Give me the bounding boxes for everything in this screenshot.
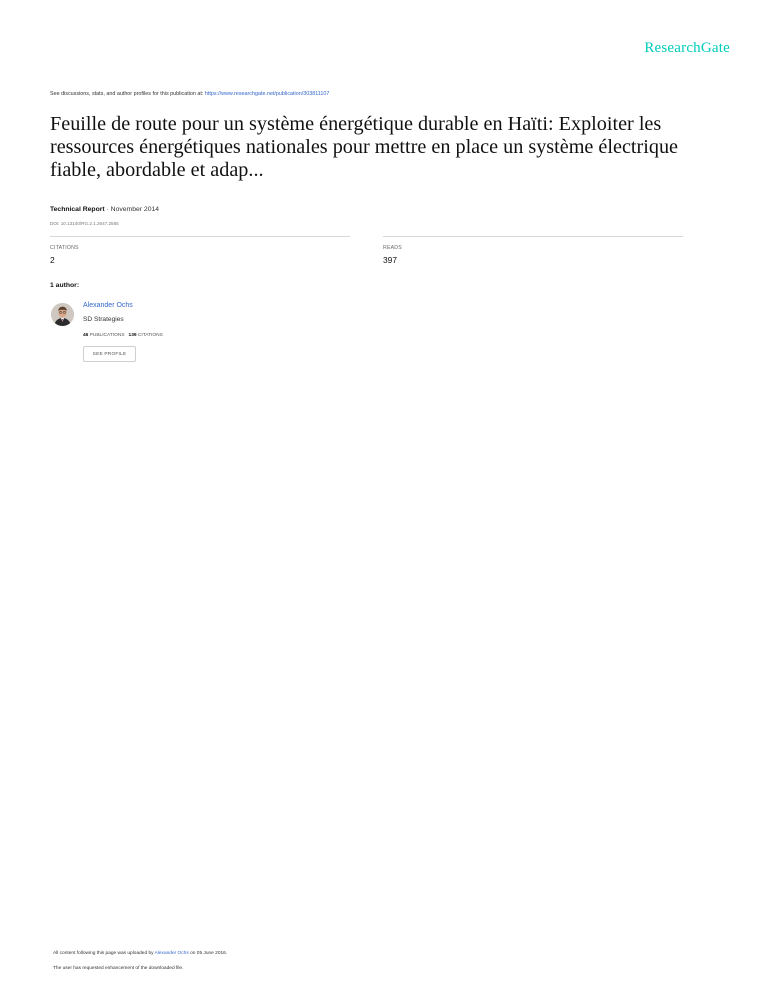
divider-left xyxy=(50,236,350,237)
authors-heading: 1 author: xyxy=(50,282,80,289)
see-profile-button[interactable]: SEE PROFILE xyxy=(83,346,136,362)
reads-label: READS xyxy=(383,245,402,251)
upload-note xyxy=(53,951,227,956)
enhancement-note: The user has requested enhancement of the downloaded file. xyxy=(53,966,184,971)
discussion-note xyxy=(50,91,329,97)
publication-link[interactable]: https://www.researchgate.net/publication/303811107 xyxy=(204,91,330,97)
publication-meta xyxy=(50,206,159,213)
author-publications-count: 46 xyxy=(83,333,89,338)
divider-right xyxy=(383,236,683,237)
publication-title: Feuille de route pour un système énergétique durable en Haïti: Exploiter les ressources énergétiques nationales pour mettre en place un système électrique fiable, abordable et adap... xyxy=(50,113,679,181)
author-citations-label: CITATIONS xyxy=(137,333,163,338)
upload-prefix: All content following this page was uploaded by xyxy=(53,951,154,956)
author-citations-count: 139 xyxy=(128,333,137,338)
author-stats xyxy=(83,333,163,338)
publication-date: · November 2014 xyxy=(106,206,160,213)
author-institution: SD Strategies xyxy=(83,316,124,323)
author-photo-icon xyxy=(51,303,74,326)
citations-count: 2 xyxy=(50,255,55,265)
upload-date: on 05 June 2016. xyxy=(190,951,228,956)
uploader-link[interactable]: Alexander Ochs xyxy=(154,951,189,956)
publication-type: Technical Report xyxy=(50,206,105,213)
author-name-link[interactable]: Alexander Ochs xyxy=(83,302,133,309)
author-publications-label: PUBLICATIONS xyxy=(89,333,125,338)
discussion-prefix: See discussions, stats, and author profiles for this publication at: xyxy=(50,91,204,97)
researchgate-logo[interactable]: ResearchGate xyxy=(644,40,730,56)
author-avatar[interactable] xyxy=(51,303,74,326)
publication-doi: DOI: 10.13140/RG.2.1.2647.2565 xyxy=(50,221,119,226)
reads-count: 397 xyxy=(383,255,397,265)
citations-label: CITATIONS xyxy=(50,245,79,251)
